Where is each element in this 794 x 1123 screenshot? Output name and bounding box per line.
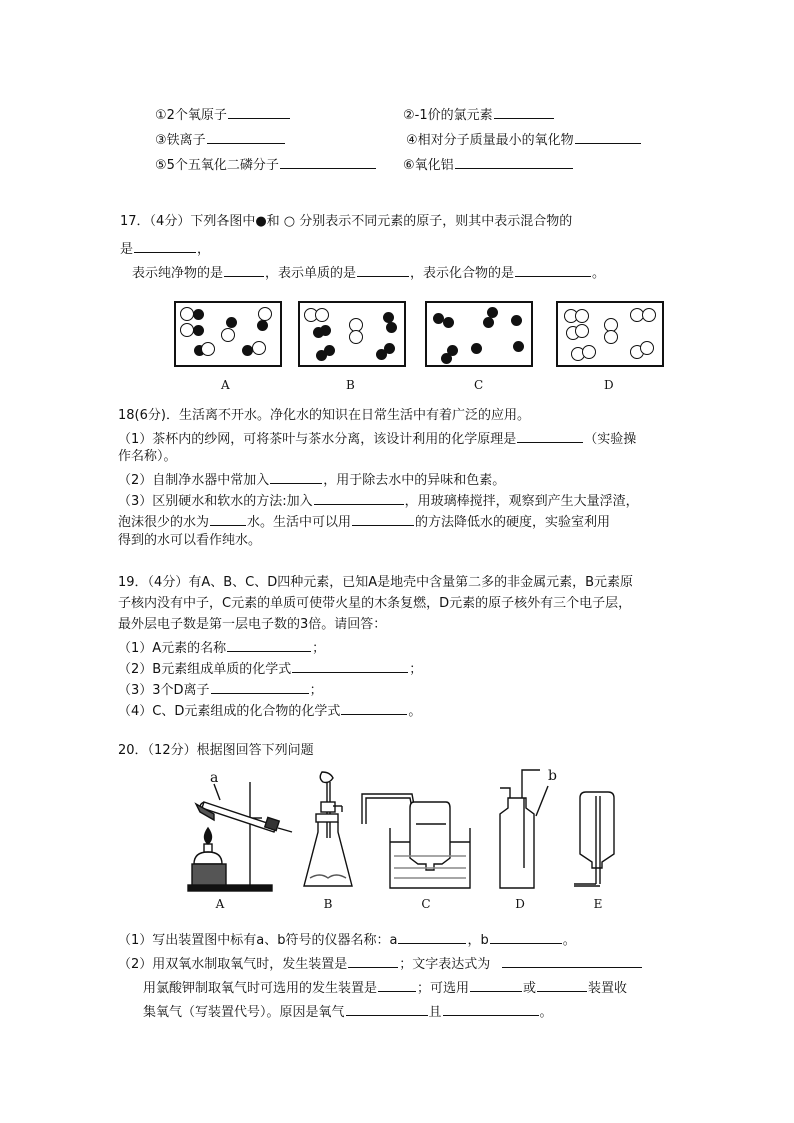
q20-sub2-line1: （2）用双氧水制取氧气时，发生装置是 ；文字表达式为	[118, 953, 643, 974]
answer-blank[interactable]	[398, 929, 466, 944]
black-atom	[316, 350, 327, 361]
answer-blank[interactable]	[292, 658, 408, 673]
q16-item2: ②-1价的氯元素	[403, 104, 555, 125]
apparatus-d	[500, 768, 557, 888]
black-atom	[511, 315, 522, 326]
q19-sub4: （4）C、D元素组成的化合物的化学式 。	[118, 700, 421, 721]
q18-line1: 18(6分)．生活离不开水。净化水的知识在日常生活中有着广泛的应用。	[118, 408, 530, 423]
q19-line1: 19．（4分）有A、B、C、D四种元素，已知A是地壳中含量第二多的非金属元素，B元素原	[118, 575, 634, 590]
black-atom	[193, 309, 204, 320]
answer-blank[interactable]	[502, 953, 642, 968]
apparatus-c	[362, 794, 470, 888]
answer-blank[interactable]	[270, 469, 322, 484]
q19-line2: 子核内没有中子，C元素的单质可使带火星的木条复燃，D元素的原子核外有三个电子层，	[118, 596, 632, 611]
q19-sub3: （3）3个D离子 ；	[118, 679, 323, 700]
q17-line2: 是 ，	[120, 238, 210, 259]
q16-item5: ⑤5个五氧化二磷分子	[155, 154, 377, 175]
white-atom	[349, 330, 363, 344]
white-atom	[582, 345, 596, 359]
q19-sub1: （1）A元素的名称 ；	[118, 637, 325, 658]
black-atom	[441, 353, 452, 364]
apparatus-label-e: E	[593, 897, 603, 911]
white-atom	[221, 328, 235, 342]
answer-blank[interactable]	[207, 129, 285, 144]
q16-item1: ①2个氧原子	[155, 104, 291, 125]
answer-blank[interactable]	[575, 129, 641, 144]
q20-sub2-line3: 集氧气（写装置代号）。原因是氧气 且 。	[143, 1001, 553, 1022]
mark-a: a	[210, 770, 219, 786]
answer-blank[interactable]	[210, 511, 246, 526]
answer-blank[interactable]	[227, 637, 311, 652]
black-atom	[471, 343, 482, 354]
answer-blank[interactable]	[228, 104, 290, 119]
box-label-b: B	[346, 378, 355, 392]
black-atom	[257, 320, 268, 331]
box-label-c: C	[474, 378, 484, 392]
apparatus-b	[304, 772, 352, 886]
answer-blank[interactable]	[348, 953, 398, 968]
apparatus-label-b: B	[323, 897, 333, 911]
q16-item4: ④相对分子质量最小的氧化物	[406, 129, 642, 150]
white-atom	[315, 308, 329, 322]
answer-blank[interactable]	[352, 511, 414, 526]
apparatus-label-d: D	[515, 897, 525, 911]
apparatus-label-c: C	[421, 897, 431, 911]
apparatus-a	[188, 770, 292, 891]
black-atom	[313, 327, 324, 338]
answer-blank[interactable]	[378, 977, 416, 992]
white-atom	[258, 307, 272, 321]
q19-line3: 最外层电子数是第一层电子数的3倍。请回答：	[118, 617, 387, 632]
white-atom	[575, 324, 589, 338]
q16-item3: ③铁离子	[155, 129, 286, 150]
answer-blank[interactable]	[443, 1001, 539, 1016]
box-label-a: A	[221, 378, 230, 392]
molecule-box-d	[556, 301, 664, 367]
white-atom	[180, 307, 194, 321]
black-atom	[513, 341, 524, 352]
q20-sub1: （1）写出装置图中标有a、b符号的仪器名称：a ，b 。	[118, 929, 576, 950]
q18-line4: （2）自制净水器中常加入 ，用于除去水中的异味和色素。	[118, 469, 505, 490]
q18-line2: （1）茶杯内的纱网，可将茶叶与茶水分离，该设计利用的化学原理是 （实验操	[118, 428, 636, 449]
molecule-box-b	[298, 301, 406, 367]
lab-apparatus-figure	[170, 768, 640, 916]
answer-blank[interactable]	[280, 154, 376, 169]
answer-blank[interactable]	[515, 262, 591, 277]
answer-blank[interactable]	[537, 977, 587, 992]
q18-line5: （3）区别硬水和软水的方法:加入 ，用玻璃棒搅拌，观察到产生大量浮渣，	[118, 490, 639, 511]
mark-b: b	[548, 768, 557, 784]
answer-blank[interactable]	[494, 104, 554, 119]
apparatus-label-a: A	[215, 897, 225, 911]
black-atom	[226, 317, 237, 328]
q17-line1: 17．（4分）下列各图中●和 ○ 分别表示不同元素的原子，则其中表示混合物的	[120, 214, 573, 229]
q19-sub2: （2）B元素组成单质的化学式 ；	[118, 658, 422, 679]
white-atom	[604, 330, 618, 344]
answer-blank[interactable]	[341, 700, 407, 715]
box-label-d: D	[604, 378, 614, 392]
black-atom	[376, 349, 387, 360]
black-atom	[193, 325, 204, 336]
q20-line1: 20．（12分）根据图回答下列问题	[118, 743, 314, 758]
q17-line3: 表示纯净物的是 ，表示单质的是 ，表示化合物的是 。	[132, 262, 605, 283]
white-atom	[180, 323, 194, 337]
apparatus-e	[574, 792, 614, 886]
black-atom	[483, 317, 494, 328]
white-atom	[575, 309, 589, 323]
answer-blank[interactable]	[346, 1001, 428, 1016]
molecule-box-a	[174, 301, 282, 367]
q18-line6: 泡沫很少的水为 水。生活中可以用 的方法降低水的硬度，实验室利用	[118, 511, 610, 532]
q16-item6: ⑥氧化铝	[403, 154, 574, 175]
white-atom	[640, 341, 654, 355]
answer-blank[interactable]	[517, 428, 583, 443]
q18-line7: 得到的水可以看作纯水。	[118, 533, 262, 548]
molecule-box-c	[425, 301, 533, 367]
white-atom	[252, 341, 266, 355]
answer-blank[interactable]	[224, 262, 264, 277]
answer-blank[interactable]	[455, 154, 573, 169]
answer-blank[interactable]	[490, 929, 562, 944]
q20-sub2-line2: 用氯酸钾制取氧气时可选用的发生装置是 ；可选用 或 装置收	[143, 977, 627, 998]
black-atom	[443, 317, 454, 328]
answer-blank[interactable]	[211, 679, 309, 694]
q18-line3: 作名称）。	[118, 449, 177, 464]
white-atom	[201, 342, 215, 356]
answer-blank[interactable]	[470, 977, 522, 992]
answer-blank[interactable]	[314, 490, 404, 505]
answer-blank[interactable]	[357, 262, 409, 277]
white-atom	[642, 308, 656, 322]
black-atom	[386, 322, 397, 333]
answer-blank[interactable]	[134, 238, 196, 253]
